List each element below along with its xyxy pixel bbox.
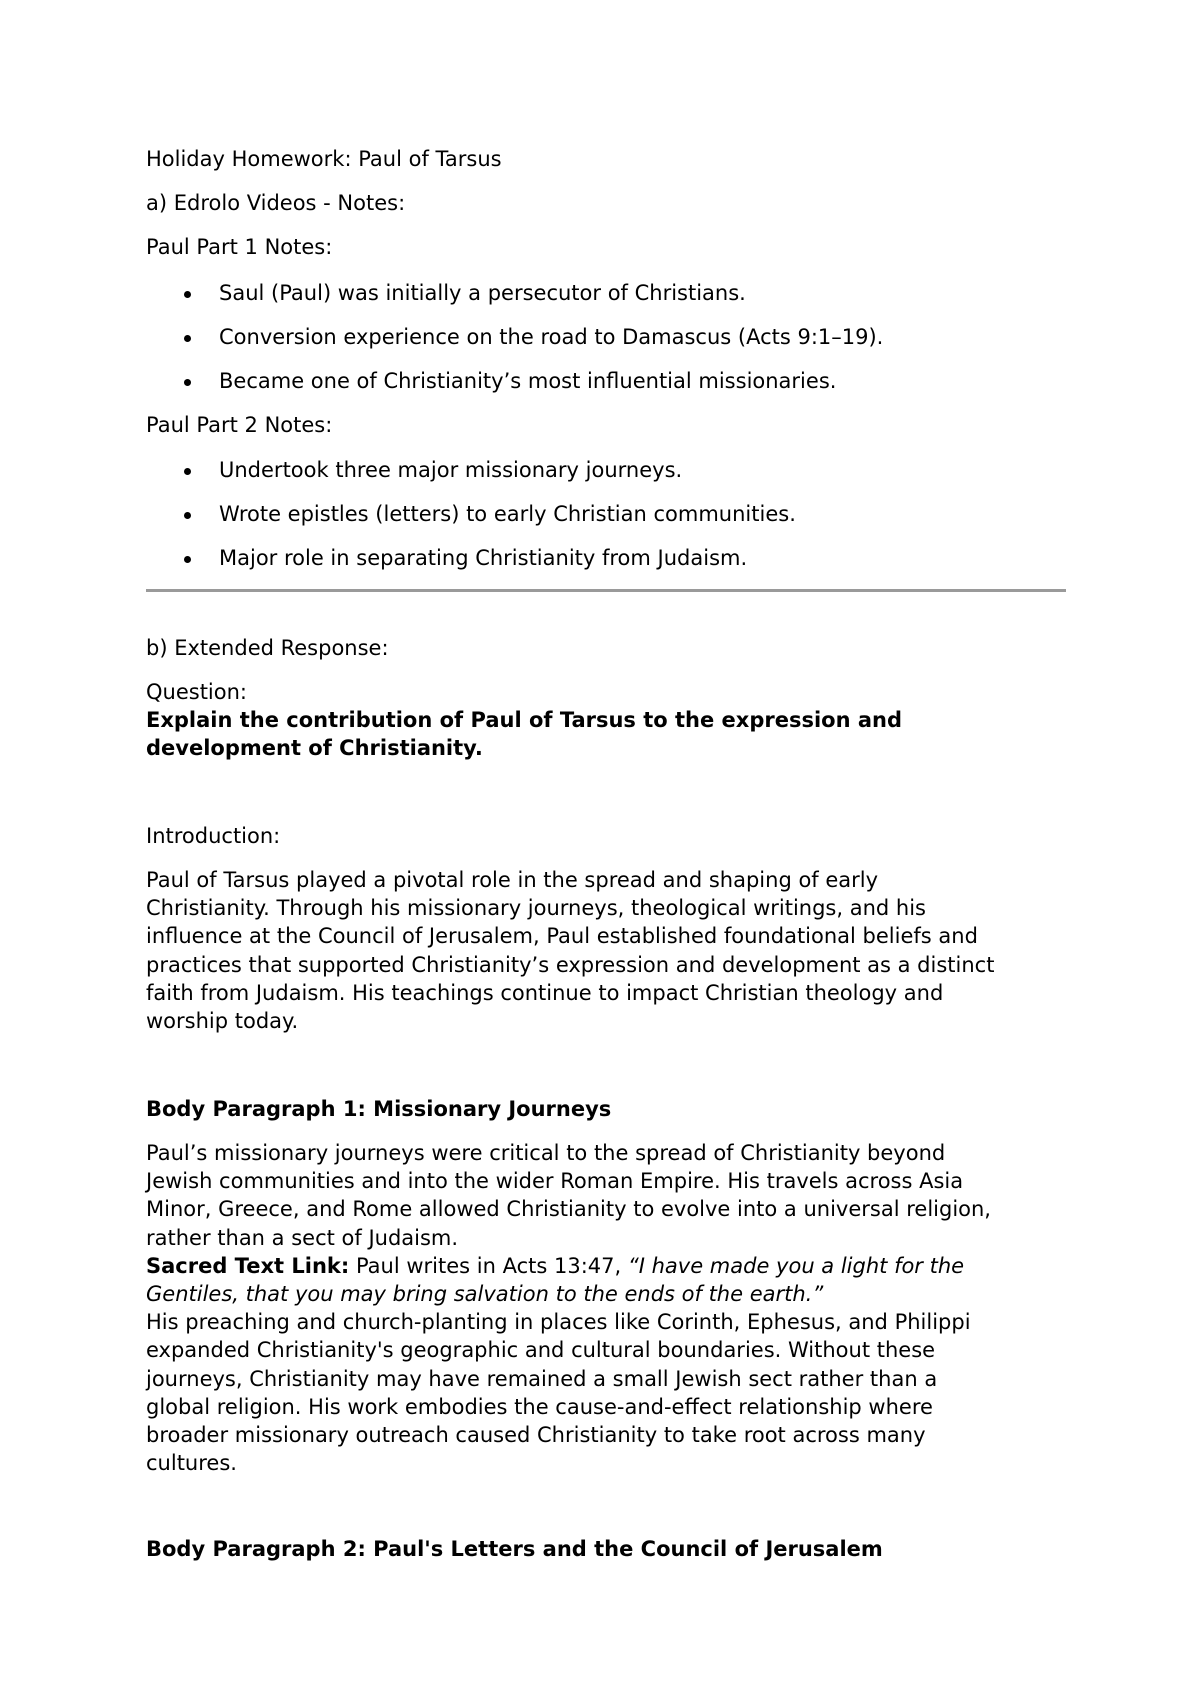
part2-heading: Paul Part 2 Notes: (146, 413, 333, 437)
paragraph-line: practices that supported Christianity’s expression and development as a distinct (146, 952, 995, 977)
list-item-text: Wrote epistles (letters) to early Christian communities. (219, 502, 796, 526)
paragraph-line: Christianity. Through his missionary journeys, theological writings, and his (146, 896, 926, 921)
document-title: Holiday Homework: Paul of Tarsus (146, 147, 502, 171)
introduction-heading: Introduction: (146, 824, 281, 848)
section-a-heading: a) Edrolo Videos - Notes: (146, 191, 406, 215)
question-text-line: development of Christianity. (146, 736, 483, 760)
sacred-quote: Gentiles, that you may bring salvation to the ends of the earth.” (146, 1282, 824, 1307)
body1-heading: Body Paragraph 1: Missionary Journeys (146, 1097, 612, 1121)
list-item-text: Saul (Paul) was initially a persecutor of Christians. (219, 281, 746, 305)
paragraph-line: global religion. His work embodies the cause-and-effect relationship where (146, 1394, 933, 1419)
bullet-icon (184, 556, 191, 563)
paragraph-line: faith from Judaism. His teachings continue to impact Christian theology and (146, 980, 944, 1005)
paragraph-line: Paul of Tarsus played a pivotal role in the spread and shaping of early (146, 868, 879, 892)
paragraph-line: journeys, Christianity may have remained a small Jewish sect rather than a (146, 1366, 938, 1391)
sacred-text-intro: Paul writes in Acts 13:47, (349, 1253, 628, 1278)
paragraph-line: broader missionary outreach caused Christianity to take root across many (146, 1423, 926, 1448)
list-item-text: Major role in separating Christianity from Judaism. (219, 546, 748, 570)
paragraph-line: cultures. (146, 1451, 237, 1476)
list-item-text: Conversion experience on the road to Damascus (Acts 9:1–19). (219, 325, 884, 349)
paragraph-line: rather than a sect of Judaism. (146, 1225, 459, 1250)
sacred-quote: “I have made you a light for the (627, 1253, 965, 1278)
bullet-icon (184, 291, 191, 298)
question-label: Question: (146, 680, 248, 704)
paragraph-line: worship today. (146, 1009, 299, 1034)
paragraph-line: His preaching and church-planting in places like Corinth, Ephesus, and Philippi (146, 1310, 971, 1335)
list-item-text: Undertook three major missionary journeys. (219, 458, 683, 482)
paragraph-line: Paul’s missionary journeys were critical to the spread of Christianity beyond (146, 1141, 946, 1165)
paragraph-line: influence at the Council of Jerusalem, Paul established foundational beliefs and (146, 924, 978, 949)
bullet-icon (184, 379, 191, 386)
sacred-text-line (146, 1252, 1066, 1280)
sacred-text-label: Sacred Text Link: (146, 1253, 350, 1278)
bullet-icon (184, 335, 191, 342)
list-item-text: Became one of Christianity’s most influential missionaries. (219, 369, 837, 393)
paragraph-line: Minor, Greece, and Rome allowed Christianity to evolve into a universal religion, (146, 1197, 991, 1222)
section-b-heading: b) Extended Response: (146, 636, 389, 660)
horizontal-divider (146, 589, 1066, 592)
body2-heading: Body Paragraph 2: Paul's Letters and the Council of Jerusalem (146, 1537, 883, 1561)
paragraph-line: Jewish communities and into the wider Roman Empire. His travels across Asia (146, 1169, 964, 1194)
bullet-icon (184, 512, 191, 519)
introduction-paragraph (146, 866, 1066, 1035)
bullet-icon (184, 468, 191, 475)
part1-heading: Paul Part 1 Notes: (146, 235, 333, 259)
question-text-line: Explain the contribution of Paul of Tarsus to the expression and (146, 708, 903, 732)
body1-paragraph (146, 1139, 1066, 1477)
paragraph-line: expanded Christianity's geographic and cultural boundaries. Without these (146, 1338, 936, 1363)
